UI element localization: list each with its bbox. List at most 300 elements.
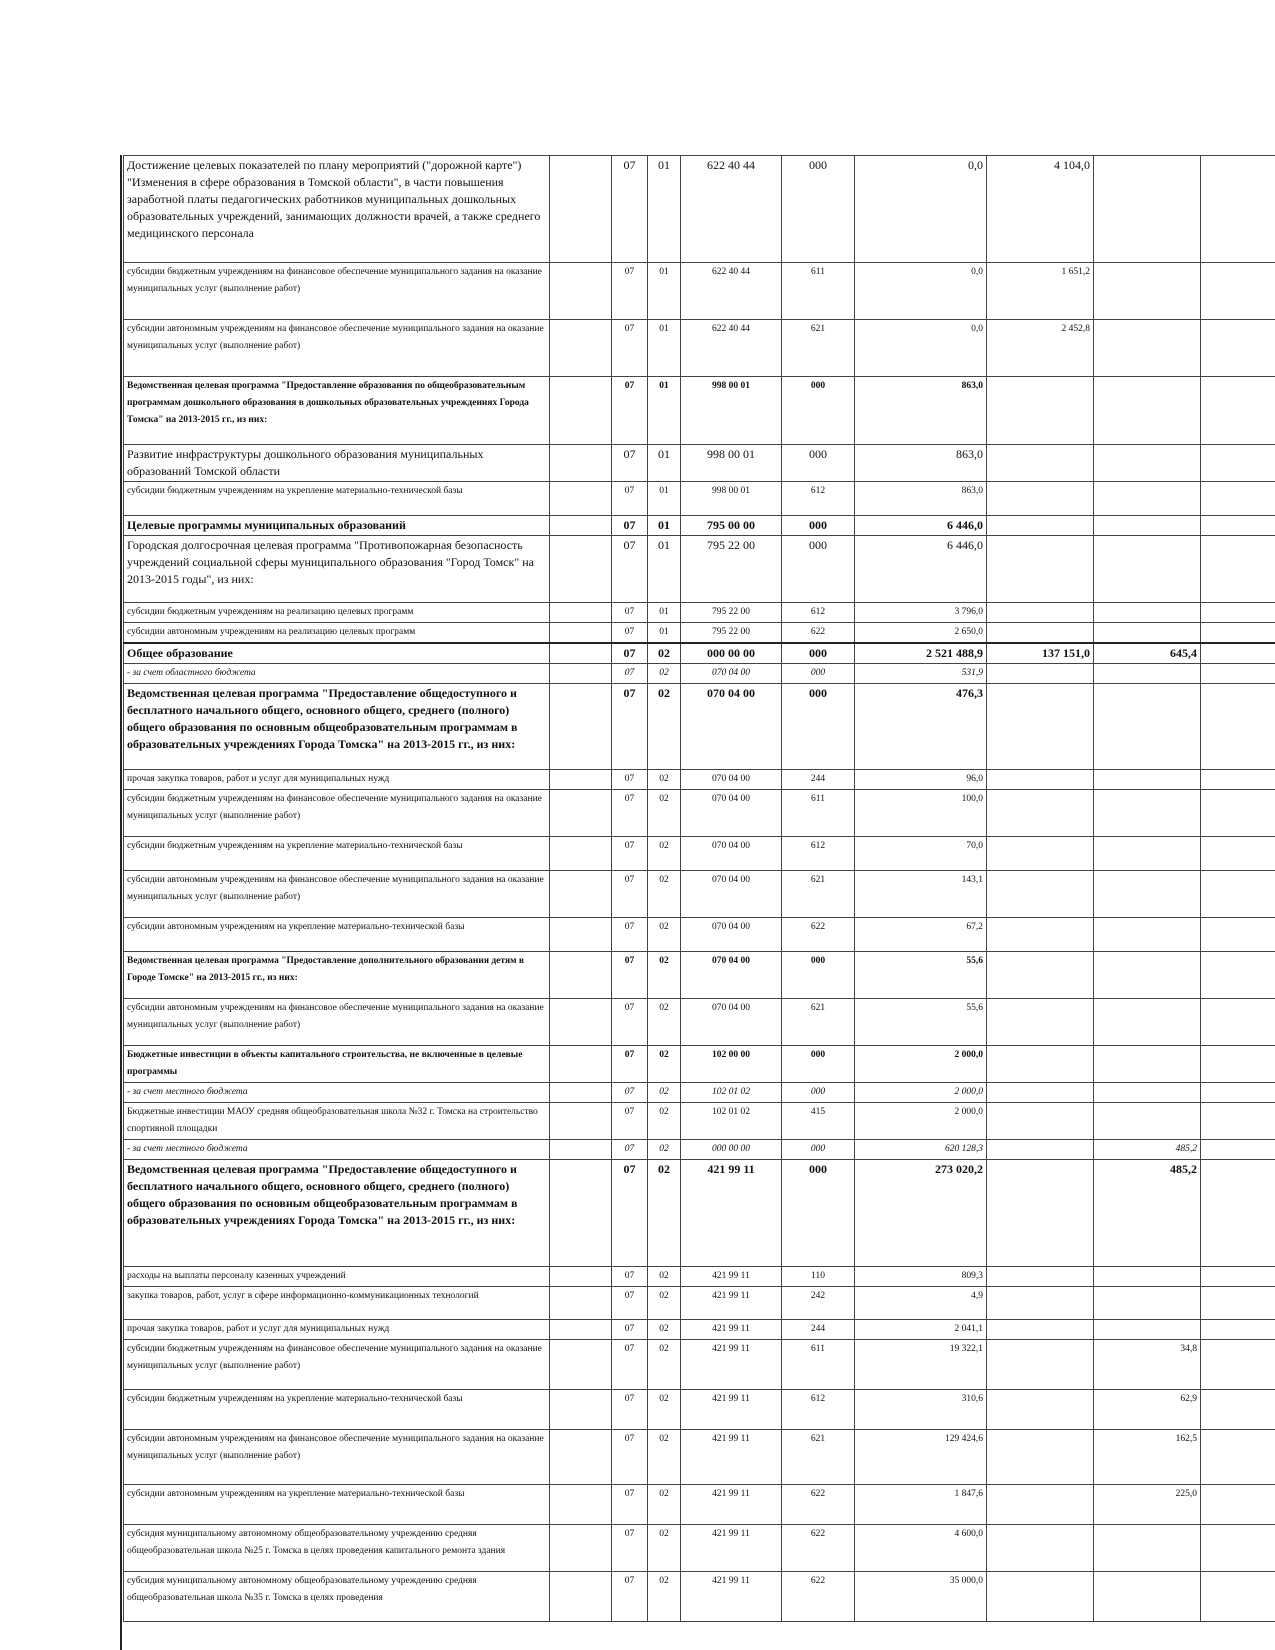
- row-expense-type-cell: 612: [782, 837, 855, 871]
- row-name-cell: - за счет областного бюджета: [124, 664, 550, 684]
- row-target-article-cell: 421 99 11: [681, 1525, 782, 1572]
- row-amount3-cell: [1094, 1267, 1201, 1287]
- row-amount2-cell: [987, 1083, 1094, 1103]
- row-amount3-cell: [1094, 1287, 1201, 1320]
- row-expense-type-cell: 611: [782, 790, 855, 837]
- table-row: [124, 1287, 1275, 1320]
- row-amount-cell: 2 650,0: [855, 623, 987, 644]
- table-row: [124, 1430, 1275, 1485]
- empty-cell: [550, 516, 612, 536]
- empty-cell: [550, 1287, 612, 1320]
- row-amount2-cell: [987, 1572, 1094, 1622]
- row-amount3-cell: [1094, 952, 1201, 999]
- row-subsection-cell: 02: [648, 664, 681, 684]
- row-amount-cell: 2 041,1: [855, 1320, 987, 1340]
- row-target-article-cell: 070 04 00: [681, 918, 782, 952]
- table-row: [124, 837, 1275, 871]
- row-amount2-cell: [987, 445, 1094, 482]
- row-amount3-cell: [1094, 1103, 1201, 1140]
- table-row: [124, 1083, 1275, 1103]
- table-row: [124, 1572, 1275, 1622]
- row-expense-type-cell: 621: [782, 320, 855, 377]
- row-amount-cell: 863,0: [855, 445, 987, 482]
- row-expense-type-cell: 000: [782, 1160, 855, 1267]
- empty-cell: [550, 1103, 612, 1140]
- row-expense-type-cell: 000: [782, 643, 855, 664]
- row-section-cell: 07: [612, 952, 648, 999]
- row-section-cell: 07: [612, 837, 648, 871]
- row-target-article-cell: 998 00 01: [681, 445, 782, 482]
- row-expense-type-cell: 000: [782, 684, 855, 770]
- row-amount-cell: 3 796,0: [855, 603, 987, 623]
- row-amount2-cell: [987, 1267, 1094, 1287]
- empty-cell: [1201, 1485, 1275, 1525]
- budget-table: [123, 155, 1275, 1622]
- row-section-cell: 07: [612, 684, 648, 770]
- table-row: [124, 790, 1275, 837]
- table-row: [124, 1320, 1275, 1340]
- empty-cell: [1201, 1572, 1275, 1622]
- empty-cell: [1201, 1430, 1275, 1485]
- row-subsection-cell: 02: [648, 1390, 681, 1430]
- row-section-cell: 07: [612, 156, 648, 263]
- empty-cell: [550, 1140, 612, 1160]
- empty-cell: [550, 1340, 612, 1390]
- row-amount-cell: 2 000,0: [855, 1046, 987, 1083]
- row-subsection-cell: 01: [648, 536, 681, 603]
- table-row: [124, 952, 1275, 999]
- row-section-cell: 07: [612, 536, 648, 603]
- table-row: [124, 445, 1275, 482]
- row-amount3-cell: [1094, 770, 1201, 790]
- row-subsection-cell: 01: [648, 603, 681, 623]
- row-subsection-cell: 02: [648, 1046, 681, 1083]
- row-amount2-cell: 137 151,0: [987, 643, 1094, 664]
- empty-cell: [550, 1430, 612, 1485]
- row-subsection-cell: 01: [648, 516, 681, 536]
- empty-cell: [550, 623, 612, 644]
- row-subsection-cell: 02: [648, 790, 681, 837]
- row-subsection-cell: 02: [648, 1525, 681, 1572]
- row-amount3-cell: 645,4: [1094, 643, 1201, 664]
- table-row: [124, 999, 1275, 1046]
- row-amount2-cell: [987, 999, 1094, 1046]
- row-target-article-cell: 421 99 11: [681, 1287, 782, 1320]
- empty-cell: [1201, 516, 1275, 536]
- row-amount2-cell: [987, 1390, 1094, 1430]
- row-amount-cell: 476,3: [855, 684, 987, 770]
- row-name-cell: Целевые программы муниципальных образований: [124, 516, 550, 536]
- row-subsection-cell: 01: [648, 623, 681, 644]
- table-row: [124, 623, 1275, 644]
- row-name-cell: субсидии автономным учреждениям на финансовое обеспечение муниципального задания на оказание муниципальных услуг (выполнение работ): [124, 871, 550, 918]
- row-amount3-cell: [1094, 377, 1201, 445]
- row-name-cell: Общее образование: [124, 643, 550, 664]
- row-section-cell: 07: [612, 1083, 648, 1103]
- row-expense-type-cell: 612: [782, 1390, 855, 1430]
- row-amount3-cell: [1094, 536, 1201, 603]
- row-subsection-cell: 02: [648, 1320, 681, 1340]
- row-expense-type-cell: 621: [782, 871, 855, 918]
- row-amount2-cell: 4 104,0: [987, 156, 1094, 263]
- empty-cell: [550, 837, 612, 871]
- row-target-article-cell: 795 22 00: [681, 603, 782, 623]
- table-row: [124, 684, 1275, 770]
- row-amount3-cell: 34,8: [1094, 1340, 1201, 1390]
- row-target-article-cell: 421 99 11: [681, 1340, 782, 1390]
- table-row: [124, 482, 1275, 516]
- empty-cell: [550, 1160, 612, 1267]
- row-subsection-cell: 01: [648, 445, 681, 482]
- row-expense-type-cell: 621: [782, 1430, 855, 1485]
- empty-cell: [1201, 664, 1275, 684]
- row-amount2-cell: [987, 790, 1094, 837]
- empty-cell: [1201, 1340, 1275, 1390]
- empty-cell: [1201, 770, 1275, 790]
- row-subsection-cell: 02: [648, 1140, 681, 1160]
- table-row: [124, 536, 1275, 603]
- row-amount3-cell: [1094, 1320, 1201, 1340]
- row-name-cell: субсидия муниципальному автономному общеобразовательному учреждению средняя общеобразовательная школа №35 г. Томска в целях проведения: [124, 1572, 550, 1622]
- row-amount-cell: 809,3: [855, 1267, 987, 1287]
- table-row: [124, 770, 1275, 790]
- budget-sheet: [123, 155, 1275, 1650]
- row-amount2-cell: [987, 918, 1094, 952]
- row-target-article-cell: 070 04 00: [681, 790, 782, 837]
- row-amount2-cell: [987, 837, 1094, 871]
- row-amount2-cell: [987, 684, 1094, 770]
- row-amount-cell: 6 446,0: [855, 516, 987, 536]
- row-section-cell: 07: [612, 664, 648, 684]
- row-target-article-cell: 421 99 11: [681, 1160, 782, 1267]
- empty-cell: [550, 1046, 612, 1083]
- row-subsection-cell: 02: [648, 871, 681, 918]
- empty-cell: [1201, 1103, 1275, 1140]
- empty-cell: [1201, 1140, 1275, 1160]
- row-expense-type-cell: 244: [782, 1320, 855, 1340]
- row-expense-type-cell: 611: [782, 1340, 855, 1390]
- empty-cell: [1201, 320, 1275, 377]
- row-section-cell: 07: [612, 320, 648, 377]
- row-amount-cell: 2 000,0: [855, 1083, 987, 1103]
- row-subsection-cell: 01: [648, 320, 681, 377]
- row-subsection-cell: 02: [648, 770, 681, 790]
- empty-cell: [1201, 377, 1275, 445]
- row-section-cell: 07: [612, 643, 648, 664]
- row-amount-cell: 96,0: [855, 770, 987, 790]
- row-amount3-cell: [1094, 516, 1201, 536]
- row-name-cell: Ведомственная целевая программа "Предоставление образования по общеобразовательным программам дошкольного образования в дошкольных образовательных учреждениях Города Томска" на 2013-2015 гг., из них:: [124, 377, 550, 445]
- row-amount2-cell: [987, 1525, 1094, 1572]
- row-amount-cell: 100,0: [855, 790, 987, 837]
- row-name-cell: субсидии бюджетным учреждениям на укрепление материально-технической базы: [124, 837, 550, 871]
- row-expense-type-cell: 622: [782, 1572, 855, 1622]
- row-amount-cell: 2 521 488,9: [855, 643, 987, 664]
- row-expense-type-cell: 242: [782, 1287, 855, 1320]
- row-expense-type-cell: 622: [782, 623, 855, 644]
- row-amount3-cell: [1094, 263, 1201, 320]
- row-name-cell: субсидии бюджетным учреждениям на финансовое обеспечение муниципального задания на оказание муниципальных услуг (выполнение работ): [124, 263, 550, 320]
- row-amount3-cell: [1094, 837, 1201, 871]
- row-amount3-cell: [1094, 999, 1201, 1046]
- row-section-cell: 07: [612, 1320, 648, 1340]
- empty-cell: [1201, 1267, 1275, 1287]
- row-amount3-cell: [1094, 603, 1201, 623]
- row-section-cell: 07: [612, 603, 648, 623]
- row-amount-cell: 4 600,0: [855, 1525, 987, 1572]
- row-target-article-cell: 622 40 44: [681, 263, 782, 320]
- empty-cell: [550, 377, 612, 445]
- row-expense-type-cell: 000: [782, 1046, 855, 1083]
- row-amount-cell: 2 000,0: [855, 1103, 987, 1140]
- row-subsection-cell: 01: [648, 482, 681, 516]
- row-amount2-cell: [987, 603, 1094, 623]
- row-expense-type-cell: 000: [782, 1083, 855, 1103]
- empty-cell: [550, 536, 612, 603]
- row-amount2-cell: [987, 1103, 1094, 1140]
- row-section-cell: 07: [612, 623, 648, 644]
- row-amount3-cell: [1094, 684, 1201, 770]
- row-amount-cell: 1 847,6: [855, 1485, 987, 1525]
- row-name-cell: субсидии автономным учреждениям на реализацию целевых программ: [124, 623, 550, 644]
- row-name-cell: Бюджетные инвестиции в объекты капитального строительства, не включенные в целевые программы: [124, 1046, 550, 1083]
- row-section-cell: 07: [612, 263, 648, 320]
- empty-cell: [550, 1390, 612, 1430]
- row-name-cell: Развитие инфраструктуры дошкольного образования муниципальных образований Томской области: [124, 445, 550, 482]
- row-target-article-cell: 102 01 02: [681, 1103, 782, 1140]
- row-name-cell: Достижение целевых показателей по плану мероприятий ("дорожной карте") "Изменения в сфере образования в Томской области", в части повышения заработной платы педагогических работников муниципальных дошкольных образовательных учреждений, занимающих должности врачей, а также среднего медицинского персонала: [124, 156, 550, 263]
- table-row: [124, 643, 1275, 664]
- row-name-cell: Городская долгосрочная целевая программа "Противопожарная безопасность учреждений социальной сферы муниципального образования "Город Томск" на 2013-2015 годы", из них:: [124, 536, 550, 603]
- empty-cell: [550, 1267, 612, 1287]
- row-name-cell: субсидии автономным учреждениям на финансовое обеспечение муниципального задания на оказание муниципальных услуг (выполнение работ): [124, 320, 550, 377]
- empty-cell: [550, 1485, 612, 1525]
- row-name-cell: Ведомственная целевая программа "Предоставление общедоступного и бесплатного начального общего, основного общего, среднего (полного) общего образования по основным общеобразовательным программам в образовательных учреждениях Города Томска" на 2013-2015 гг., из них:: [124, 1160, 550, 1267]
- row-expense-type-cell: 415: [782, 1103, 855, 1140]
- empty-cell: [550, 156, 612, 263]
- row-expense-type-cell: 612: [782, 603, 855, 623]
- row-name-cell: Ведомственная целевая программа "Предоставление общедоступного и бесплатного начального общего, основного общего, среднего (полного) общего образования по основным общеобразовательным программам в образовательных учреждениях Города Томска" на 2013-2015 гг., из них:: [124, 684, 550, 770]
- left-margin-line: [120, 155, 122, 1650]
- row-subsection-cell: 02: [648, 643, 681, 664]
- row-amount3-cell: [1094, 918, 1201, 952]
- row-subsection-cell: 02: [648, 1160, 681, 1267]
- empty-cell: [550, 263, 612, 320]
- row-amount3-cell: [1094, 482, 1201, 516]
- row-amount2-cell: [987, 871, 1094, 918]
- table-row: [124, 1160, 1275, 1267]
- row-amount3-cell: [1094, 1525, 1201, 1572]
- empty-cell: [1201, 918, 1275, 952]
- row-target-article-cell: 998 00 01: [681, 482, 782, 516]
- row-expense-type-cell: 000: [782, 156, 855, 263]
- row-subsection-cell: 02: [648, 837, 681, 871]
- row-amount3-cell: [1094, 664, 1201, 684]
- row-name-cell: расходы на выплаты персоналу казенных учреждений: [124, 1267, 550, 1287]
- empty-cell: [550, 1083, 612, 1103]
- row-section-cell: 07: [612, 1525, 648, 1572]
- table-row: [124, 1485, 1275, 1525]
- row-subsection-cell: 02: [648, 918, 681, 952]
- empty-cell: [1201, 952, 1275, 999]
- row-amount2-cell: [987, 482, 1094, 516]
- row-section-cell: 07: [612, 1390, 648, 1430]
- row-amount3-cell: [1094, 1083, 1201, 1103]
- row-target-article-cell: 998 00 01: [681, 377, 782, 445]
- row-amount3-cell: [1094, 320, 1201, 377]
- row-name-cell: субсидии автономным учреждениям на укрепление материально-технической базы: [124, 1485, 550, 1525]
- row-amount2-cell: [987, 516, 1094, 536]
- row-target-article-cell: 070 04 00: [681, 999, 782, 1046]
- row-name-cell: субсидия муниципальному автономному общеобразовательному учреждению средняя общеобразовательная школа №25 г. Томска в целях проведения капитального ремонта здания: [124, 1525, 550, 1572]
- row-section-cell: 07: [612, 871, 648, 918]
- table-row: [124, 603, 1275, 623]
- row-name-cell: субсидии бюджетным учреждениям на финансовое обеспечение муниципального задания на оказание муниципальных услуг (выполнение работ): [124, 790, 550, 837]
- row-section-cell: 07: [612, 1103, 648, 1140]
- empty-cell: [1201, 837, 1275, 871]
- row-amount2-cell: [987, 1160, 1094, 1267]
- row-name-cell: субсидии бюджетным учреждениям на финансовое обеспечение муниципального задания на оказание муниципальных услуг (выполнение работ): [124, 1340, 550, 1390]
- row-subsection-cell: 02: [648, 1287, 681, 1320]
- row-expense-type-cell: 000: [782, 952, 855, 999]
- empty-cell: [1201, 623, 1275, 644]
- empty-cell: [1201, 1287, 1275, 1320]
- row-name-cell: субсидии бюджетным учреждениям на реализацию целевых программ: [124, 603, 550, 623]
- row-expense-type-cell: 611: [782, 263, 855, 320]
- empty-cell: [1201, 1160, 1275, 1267]
- row-target-article-cell: 421 99 11: [681, 1485, 782, 1525]
- row-amount-cell: 143,1: [855, 871, 987, 918]
- empty-cell: [1201, 1320, 1275, 1340]
- row-amount3-cell: 485,2: [1094, 1160, 1201, 1267]
- row-amount-cell: 0,0: [855, 320, 987, 377]
- row-amount-cell: 310,6: [855, 1390, 987, 1430]
- row-target-article-cell: 421 99 11: [681, 1267, 782, 1287]
- empty-cell: [550, 643, 612, 664]
- row-section-cell: 07: [612, 1287, 648, 1320]
- table-row: [124, 1267, 1275, 1287]
- row-amount2-cell: [987, 1430, 1094, 1485]
- row-amount-cell: 70,0: [855, 837, 987, 871]
- row-amount3-cell: [1094, 790, 1201, 837]
- row-amount-cell: 531,9: [855, 664, 987, 684]
- row-target-article-cell: 070 04 00: [681, 871, 782, 918]
- row-target-article-cell: 102 01 02: [681, 1083, 782, 1103]
- row-amount-cell: 35 000,0: [855, 1572, 987, 1622]
- row-expense-type-cell: 000: [782, 377, 855, 445]
- row-subsection-cell: 02: [648, 684, 681, 770]
- row-name-cell: прочая закупка товаров, работ и услуг для муниципальных нужд: [124, 770, 550, 790]
- row-section-cell: 07: [612, 445, 648, 482]
- row-target-article-cell: 622 40 44: [681, 156, 782, 263]
- empty-cell: [550, 999, 612, 1046]
- table-row: [124, 1046, 1275, 1083]
- row-amount3-cell: [1094, 156, 1201, 263]
- empty-cell: [550, 871, 612, 918]
- row-name-cell: - за счет местного бюджета: [124, 1083, 550, 1103]
- empty-cell: [550, 790, 612, 837]
- row-amount3-cell: 162,5: [1094, 1430, 1201, 1485]
- row-target-article-cell: 795 22 00: [681, 536, 782, 603]
- row-amount-cell: 4,9: [855, 1287, 987, 1320]
- row-section-cell: 07: [612, 1046, 648, 1083]
- table-row: [124, 156, 1275, 263]
- row-section-cell: 07: [612, 1340, 648, 1390]
- row-expense-type-cell: 000: [782, 445, 855, 482]
- empty-cell: [550, 664, 612, 684]
- empty-cell: [550, 770, 612, 790]
- row-amount2-cell: [987, 1046, 1094, 1083]
- row-expense-type-cell: 622: [782, 1525, 855, 1572]
- row-target-article-cell: 102 00 00: [681, 1046, 782, 1083]
- row-target-article-cell: 421 99 11: [681, 1390, 782, 1430]
- row-name-cell: Бюджетные инвестиции МАОУ средняя общеобразовательная школа №32 г. Томска на строительство спортивной площадки: [124, 1103, 550, 1140]
- table-row: [124, 516, 1275, 536]
- row-amount2-cell: 1 651,2: [987, 263, 1094, 320]
- row-amount3-cell: [1094, 1046, 1201, 1083]
- row-name-cell: субсидии бюджетным учреждениям на укрепление материально-технической базы: [124, 1390, 550, 1430]
- row-amount2-cell: [987, 1320, 1094, 1340]
- row-expense-type-cell: 612: [782, 482, 855, 516]
- row-subsection-cell: 01: [648, 156, 681, 263]
- row-name-cell: субсидии автономным учреждениям на финансовое обеспечение муниципального задания на оказание муниципальных услуг (выполнение работ): [124, 999, 550, 1046]
- row-target-article-cell: 795 22 00: [681, 623, 782, 644]
- row-name-cell: субсидии автономным учреждениям на финансовое обеспечение муниципального задания на оказание муниципальных услуг (выполнение работ): [124, 1430, 550, 1485]
- row-subsection-cell: 02: [648, 999, 681, 1046]
- row-subsection-cell: 02: [648, 1340, 681, 1390]
- row-amount-cell: 6 446,0: [855, 536, 987, 603]
- row-name-cell: субсидии бюджетным учреждениям на укрепление материально-технической базы: [124, 482, 550, 516]
- table-row: [124, 377, 1275, 445]
- row-amount3-cell: 485,2: [1094, 1140, 1201, 1160]
- row-amount2-cell: [987, 377, 1094, 445]
- row-target-article-cell: 421 99 11: [681, 1572, 782, 1622]
- empty-cell: [1201, 1046, 1275, 1083]
- empty-cell: [1201, 536, 1275, 603]
- row-amount3-cell: 62,9: [1094, 1390, 1201, 1430]
- row-target-article-cell: 070 04 00: [681, 770, 782, 790]
- table-row: [124, 320, 1275, 377]
- row-name-cell: Ведомственная целевая программа "Предоставление дополнительного образования детям в Городе Томске" на 2013-2015 гг., из них:: [124, 952, 550, 999]
- empty-cell: [1201, 871, 1275, 918]
- row-expense-type-cell: 000: [782, 516, 855, 536]
- row-section-cell: 07: [612, 918, 648, 952]
- table-row: [124, 871, 1275, 918]
- row-amount3-cell: [1094, 445, 1201, 482]
- table-row: [124, 1140, 1275, 1160]
- row-amount-cell: 0,0: [855, 156, 987, 263]
- row-section-cell: 07: [612, 1430, 648, 1485]
- empty-cell: [550, 1320, 612, 1340]
- table-row: [124, 1340, 1275, 1390]
- row-amount3-cell: [1094, 623, 1201, 644]
- row-subsection-cell: 02: [648, 1572, 681, 1622]
- row-expense-type-cell: 622: [782, 918, 855, 952]
- row-expense-type-cell: 000: [782, 664, 855, 684]
- row-section-cell: 07: [612, 482, 648, 516]
- row-amount2-cell: [987, 770, 1094, 790]
- empty-cell: [1201, 999, 1275, 1046]
- row-subsection-cell: 02: [648, 1103, 681, 1140]
- row-subsection-cell: 02: [648, 1083, 681, 1103]
- row-amount2-cell: [987, 1287, 1094, 1320]
- row-target-article-cell: 421 99 11: [681, 1320, 782, 1340]
- row-amount2-cell: [987, 664, 1094, 684]
- row-subsection-cell: 02: [648, 952, 681, 999]
- row-amount3-cell: [1094, 1572, 1201, 1622]
- table-row: [124, 263, 1275, 320]
- row-subsection-cell: 02: [648, 1430, 681, 1485]
